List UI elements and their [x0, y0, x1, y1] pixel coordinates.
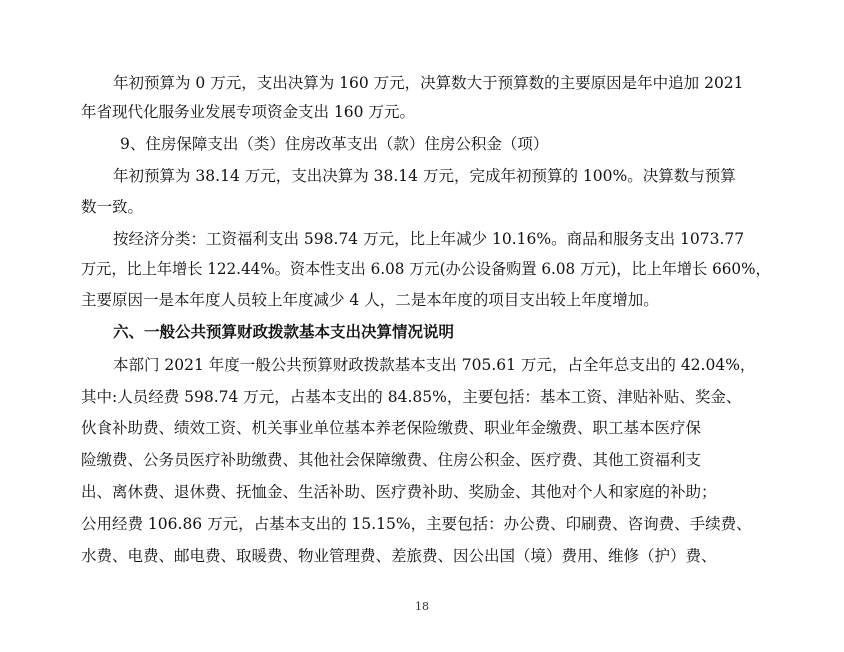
paragraph-line: 公用经费 106.86 万元，占基本支出的 15.15%，主要包括：办公费、印刷费、咨询费、手续费、	[81, 515, 752, 533]
section-subheading: 9、住房保障支出（类）住房改革支出（款）住房公积金（项）	[120, 135, 549, 153]
paragraph-line: 水费、电费、邮电费、取暖费、物业管理费、差旅费、因公出国（境）费用、维修（护）费、	[81, 547, 717, 565]
paragraph-line: 年省现代化服务业发展专项资金支出 160 万元。	[81, 103, 415, 121]
paragraph-line: 数一致。	[81, 198, 144, 216]
paragraph-line: 年初预算为 0 万元，支出决算为 160 万元，决算数大于预算数的主要原因是年中追加 2021	[113, 74, 744, 92]
paragraph-line: 按经济分类：工资福利支出 598.74 万元，比上年减少 10.16%。商品和服务支出 1073.77	[113, 230, 745, 248]
paragraph-line: 险缴费、公务员医疗补助缴费、其他社会保障缴费、住房公积金、医疗费、其他工资福利支	[81, 451, 702, 469]
paragraph-line: 万元，比上年增长 122.44%。资本性支出 6.08 万元(办公设备购置 6.08 万元)，比上年增长 660%，	[81, 260, 771, 278]
paragraph-line: 本部门 2021 年度一般公共预算财政拨款基本支出 705.61 万元，占全年总支出的 42.04%，	[113, 356, 756, 374]
paragraph-line: 年初预算为 38.14 万元，支出决算为 38.14 万元，完成年初预算的 100%。决算数与预算	[113, 167, 736, 185]
paragraph-line: 出、离休费、退休费、抚恤金、生活补助、医疗费补助、奖励金、其他对个人和家庭的补助；	[81, 483, 717, 501]
page-number: 18	[415, 600, 429, 613]
section-heading: 六、一般公共预算财政拨款基本支出决算情况说明	[113, 322, 455, 341]
paragraph-line: 其中:人员经费 598.74 万元，占基本支出的 84.85%，主要包括：基本工资、津贴补贴、奖金、	[81, 388, 742, 406]
paragraph-line: 伙食补助费、绩效工资、机关事业单位基本养老保险缴费、职业年金缴费、职工基本医疗保	[81, 419, 702, 437]
paragraph-line: 主要原因一是本年度人员较上年度减少 4 人，二是本年度的项目支出较上年度增加。	[81, 291, 659, 309]
